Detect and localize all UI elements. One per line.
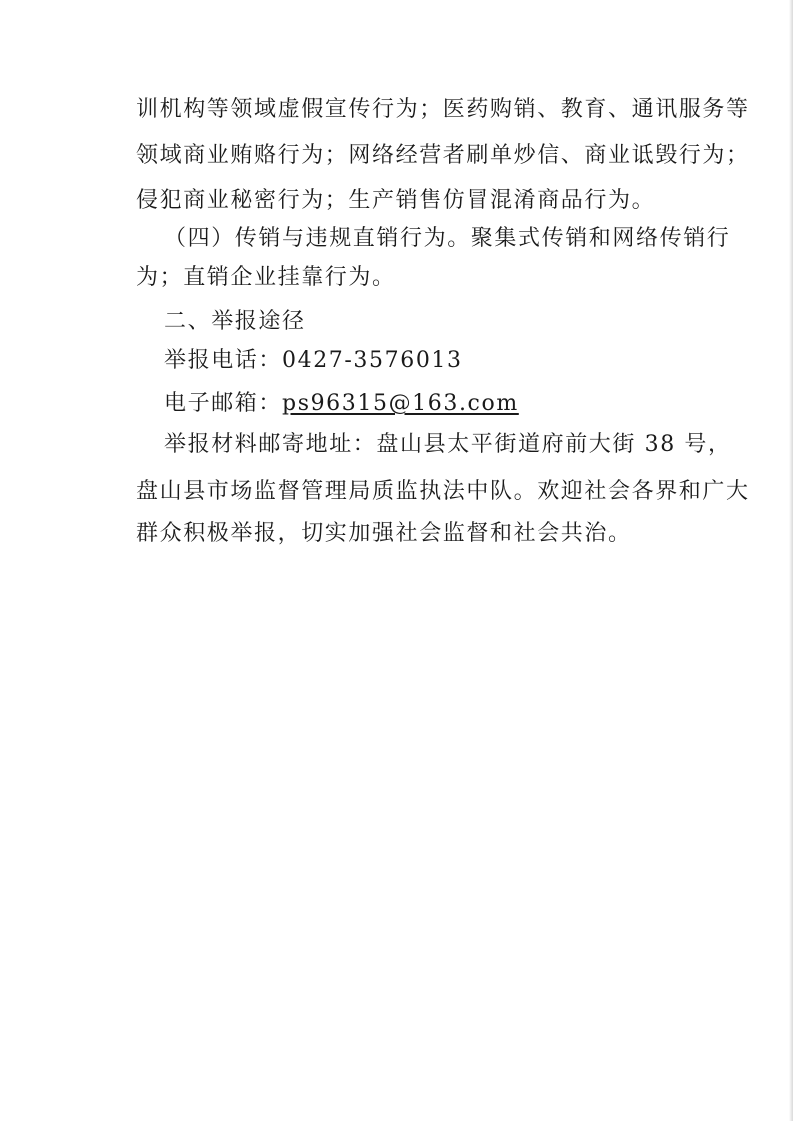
paragraph-line-3: 侵犯商业秘密行为；生产销售仿冒混淆商品行为。 xyxy=(136,188,656,213)
email-row xyxy=(164,391,519,417)
section-four-line-2: 为；直销企业挂靠行为。 xyxy=(136,265,396,290)
paragraph-line-2: 领域商业贿赂行为；网络经营者刷单炒信、商业诋毁行为； xyxy=(136,143,750,168)
phone-row xyxy=(164,348,463,374)
paragraph-line-1: 训机构等领域虚假宣传行为；医药购销、教育、通讯服务等 xyxy=(136,97,750,122)
address-line-1: 举报材料邮寄地址：盘山县太平街道府前大街 38 号， xyxy=(164,432,732,457)
section-four-line-1: （四）传销与违规直销行为。聚集式传销和网络传销行 xyxy=(164,226,731,251)
address-line-3: 群众积极举报，切实加强社会监督和社会共治。 xyxy=(136,521,632,546)
address-line-2: 盘山县市场监督管理局质监执法中队。欢迎社会各界和广大 xyxy=(136,479,750,504)
phone-value: 0427-3576013 xyxy=(282,348,463,373)
scan-edge-shadow xyxy=(789,0,793,1121)
email-label: 电子邮箱： xyxy=(164,391,283,416)
section-two-heading: 二、举报途径 xyxy=(164,309,306,334)
phone-label: 举报电话： xyxy=(164,348,283,373)
email-link[interactable]: ps96315@163.com xyxy=(282,391,519,416)
